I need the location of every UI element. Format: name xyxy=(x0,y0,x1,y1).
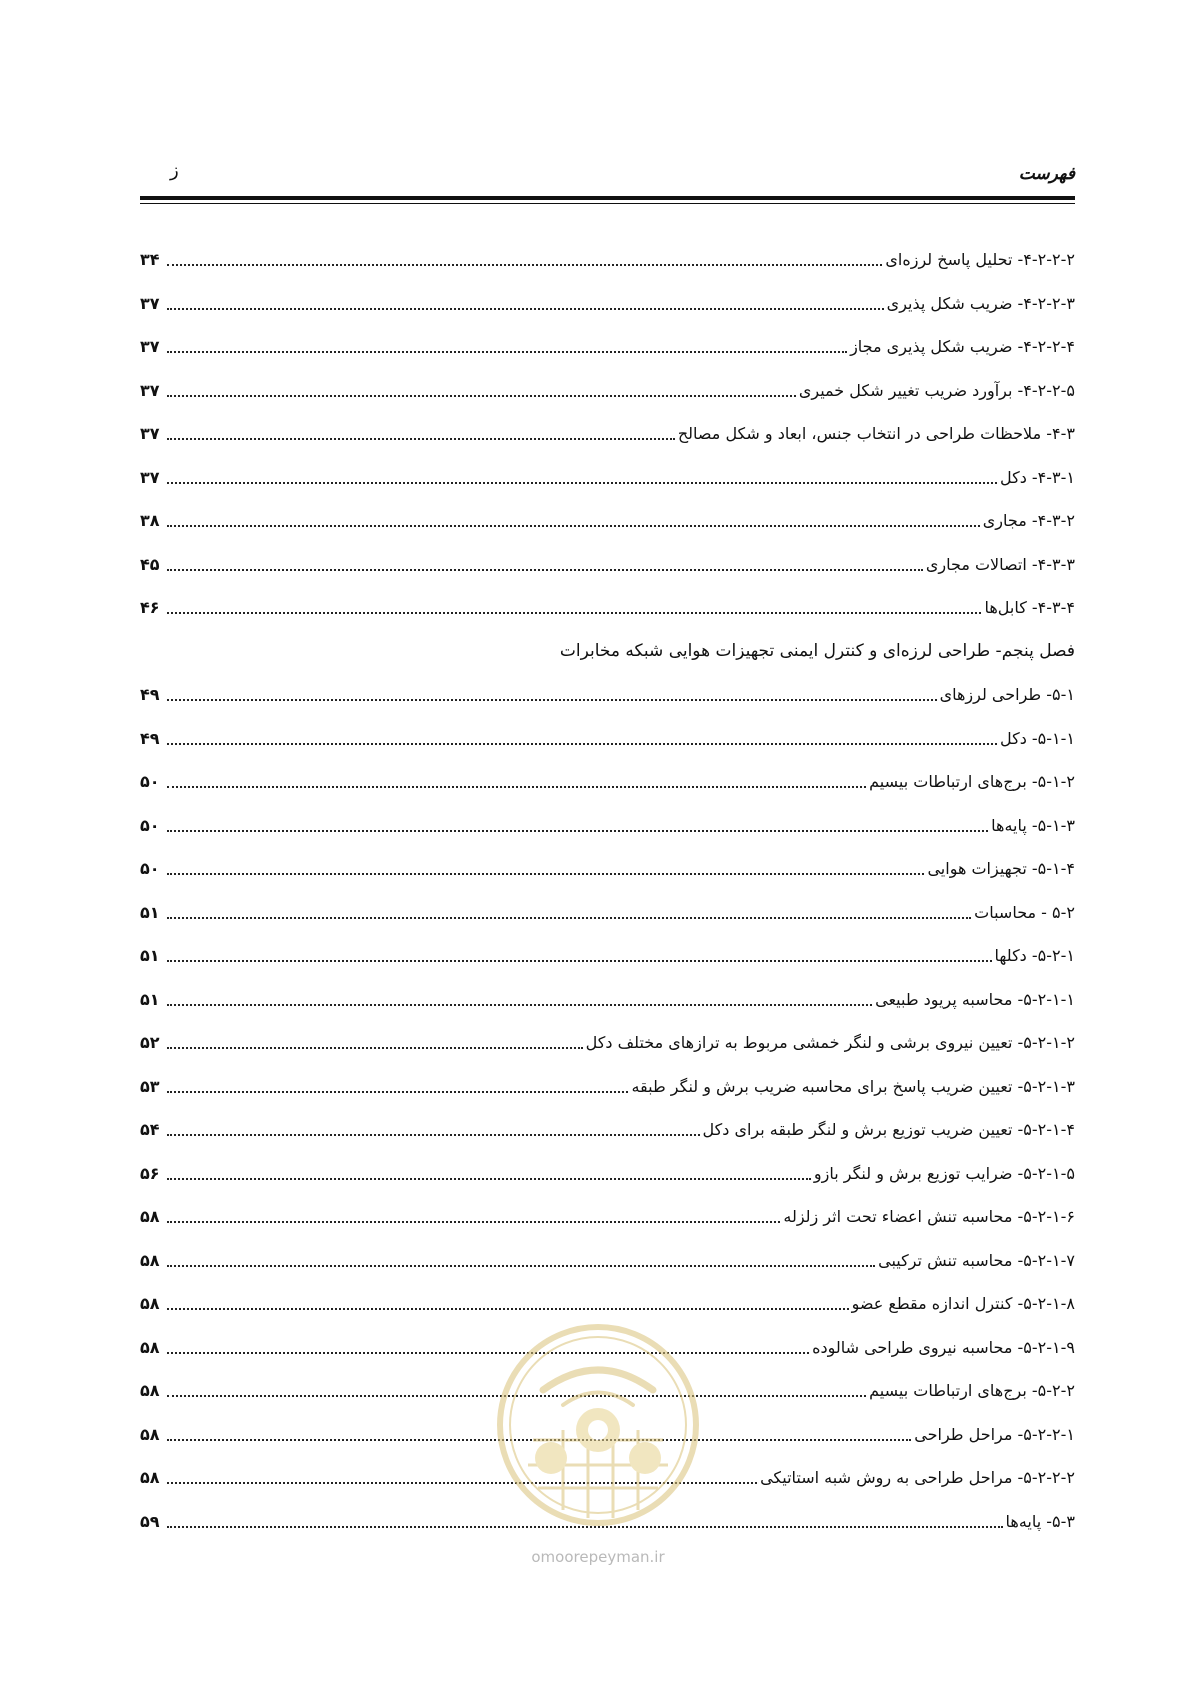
toc-entry-label: ۵-۲-۱-۳- تعیین ضریب پاسخ برای محاسبه ضریب برش و لنگر طبقه xyxy=(631,1076,1075,1096)
toc-entry-page: ۵۰ xyxy=(140,859,160,879)
toc-entry[interactable] xyxy=(140,717,1075,761)
dot-leader xyxy=(167,307,884,310)
toc-entry-label: ۵-۲-۱-۵- ضرایب توزیع برش و لنگر بازو xyxy=(813,1163,1075,1183)
toc-entry-label: ۵-۱- طراحی لرزهای xyxy=(939,685,1075,705)
toc-entry-label: ۵-۱-۳- پایه‌ها xyxy=(991,815,1075,835)
toc-entry-label: ۴-۳-۴- کابل‌ها xyxy=(984,598,1075,618)
page-number: ز xyxy=(170,160,179,181)
page-title: فهرست xyxy=(1018,164,1075,184)
toc-entry-page: ۳۷ xyxy=(140,467,160,487)
toc-entry-label: ۵-۲ - محاسبات xyxy=(974,902,1075,922)
toc-entry-page: ۵۸ xyxy=(140,1207,160,1227)
toc-entry[interactable] xyxy=(140,586,1075,630)
toc-entry-page: ۵۸ xyxy=(140,1337,160,1357)
dot-leader xyxy=(167,524,980,527)
toc-entry[interactable] xyxy=(140,891,1075,935)
chapter-heading-label: فصل پنجم- طراحی لرزه‌ای و کنترل ایمنی تجهیزات هوایی شبکه مخابرات xyxy=(559,641,1075,662)
toc-entry-label: ۵-۲-۲-۱- مراحل طراحی xyxy=(914,1424,1075,1444)
toc-entry-page: ۵۸ xyxy=(140,1250,160,1270)
dot-leader xyxy=(167,742,997,745)
toc-entry-label: ۴-۲-۲-۳- ضریب شکل پذیری xyxy=(886,293,1075,313)
toc-entry-label: ۴-۳-۱- دکل xyxy=(999,467,1075,487)
toc-entry[interactable] xyxy=(140,847,1075,891)
toc-entry-page: ۵۰ xyxy=(140,772,160,792)
toc-entry-label: ۴-۳-۳- اتصالات مجاری xyxy=(925,554,1075,574)
dot-leader xyxy=(167,872,924,875)
dot-leader xyxy=(167,1351,809,1354)
toc-entry-label: ۵-۲-۱-۸- کنترل اندازه مقطع عضو xyxy=(851,1294,1075,1314)
toc-entry-page: ۵۶ xyxy=(140,1163,160,1183)
toc-entry[interactable] xyxy=(140,325,1075,369)
dot-leader xyxy=(167,1090,628,1093)
toc-entry-label: ۵-۱-۱- دکل xyxy=(999,728,1075,748)
toc-entry-page: ۵۰ xyxy=(140,815,160,835)
toc-entry-label: ۵-۲-۱-۶- محاسبه تنش اعضاء تحت اثر زلزله xyxy=(783,1207,1075,1227)
toc-entry-label: ۵-۳- پایه‌ها xyxy=(1005,1511,1075,1531)
dot-leader xyxy=(167,350,847,353)
dot-leader xyxy=(167,481,997,484)
toc-entry[interactable] xyxy=(140,412,1075,456)
toc-entry[interactable] xyxy=(140,1152,1075,1196)
toc-entry[interactable] xyxy=(140,760,1075,804)
toc-entry-page: ۳۷ xyxy=(140,293,160,313)
dot-leader xyxy=(167,959,992,962)
toc-entry[interactable] xyxy=(140,1195,1075,1239)
header-rule-thick xyxy=(140,196,1075,200)
dot-leader xyxy=(167,394,796,397)
toc-entry[interactable] xyxy=(140,1065,1075,1109)
dot-leader xyxy=(167,437,675,440)
toc-entry-page: ۴۵ xyxy=(140,554,160,574)
toc-entry-label: ۵-۲-۱-۹- محاسبه نیروی طراحی شالوده xyxy=(812,1337,1075,1357)
toc-entry-label: ۵-۱-۲- برج‌های ارتباطات بیسیم xyxy=(869,772,1075,792)
dot-leader xyxy=(167,1307,849,1310)
toc-entry-page: ۵۸ xyxy=(140,1294,160,1314)
dot-leader xyxy=(167,916,971,919)
dot-leader xyxy=(167,785,866,788)
toc-entry-label: ۵-۲-۱-۴- تعیین ضریب توزیع برش و لنگر طبقه برای دکل xyxy=(702,1120,1075,1140)
toc-entry-page: ۵۸ xyxy=(140,1381,160,1401)
dot-leader xyxy=(167,1264,875,1267)
toc-entry-page: ۴۶ xyxy=(140,598,160,618)
toc-entry[interactable] xyxy=(140,456,1075,500)
toc-entry-page: ۳۷ xyxy=(140,380,160,400)
toc-entry-label: ۵-۲-۱-۲- تعیین نیروی برشی و لنگر خمشی مربوط به ترازهای مختلف دکل xyxy=(585,1033,1075,1053)
toc-entry[interactable] xyxy=(140,1239,1075,1283)
toc-entry[interactable] xyxy=(140,499,1075,543)
dot-leader xyxy=(167,1003,872,1006)
toc-entry[interactable] xyxy=(140,934,1075,978)
toc-entry-page: ۵۱ xyxy=(140,989,160,1009)
toc-entry-label: ۵-۲-۱-۷- محاسبه تنش ترکیبی xyxy=(878,1250,1075,1270)
toc-entry-label: ۴-۲-۲-۲- تحلیل پاسخ لرزه‌ای xyxy=(885,250,1075,270)
dot-leader xyxy=(167,1133,700,1136)
toc-entry-label: ۵-۱-۴- تجهیزات هوایی xyxy=(927,859,1075,879)
dot-leader xyxy=(167,611,981,614)
toc-entry-page: ۴۹ xyxy=(140,685,160,705)
toc-entry-page: ۵۹ xyxy=(140,1511,160,1531)
toc-entry[interactable] xyxy=(140,1282,1075,1326)
watermark-logo-icon xyxy=(493,1320,703,1530)
toc-entry-page: ۵۸ xyxy=(140,1424,160,1444)
toc-entry-label: ۵-۲-۲-۲- مراحل طراحی به روش شبه استاتیکی xyxy=(760,1468,1075,1488)
toc-entry-label: ۴-۳- ملاحظات طراحی در انتخاب جنس، ابعاد و شکل مصالح xyxy=(677,424,1075,444)
toc-entry-page: ۵۱ xyxy=(140,902,160,922)
toc-entry[interactable] xyxy=(140,1108,1075,1152)
toc-entry-page: ۵۲ xyxy=(140,1033,160,1053)
toc-entry[interactable] xyxy=(140,1021,1075,1065)
toc-entry-page: ۴۹ xyxy=(140,728,160,748)
toc-entry[interactable] xyxy=(140,673,1075,717)
toc-entry-page: ۵۱ xyxy=(140,946,160,966)
dot-leader xyxy=(167,568,923,571)
dot-leader xyxy=(167,1046,583,1049)
toc-entry-page: ۳۸ xyxy=(140,511,160,531)
toc-entry-label: ۴-۲-۲-۴- ضریب شکل پذیری مجاز xyxy=(850,337,1075,357)
toc-entry-page: ۳۷ xyxy=(140,424,160,444)
toc-entry[interactable] xyxy=(140,543,1075,587)
dot-leader xyxy=(167,1177,811,1180)
toc-entry[interactable] xyxy=(140,282,1075,326)
toc-entry-page: ۵۴ xyxy=(140,1120,160,1140)
toc-entry-page: ۵۸ xyxy=(140,1468,160,1488)
dot-leader xyxy=(167,698,937,701)
dot-leader xyxy=(167,829,988,832)
toc-entry-label: ۴-۳-۲- مجاری xyxy=(982,511,1075,531)
toc-entry-label: ۵-۲-۱-۱- محاسبه پریود طبیعی xyxy=(875,989,1075,1009)
dot-leader xyxy=(167,1220,780,1223)
toc-entry-page: ۳۴ xyxy=(140,250,160,270)
toc-entry-page: ۳۷ xyxy=(140,337,160,357)
dot-leader xyxy=(167,263,882,266)
toc-chapter-heading[interactable] xyxy=(140,630,1075,674)
toc-entry-label: ۵-۲-۲- برج‌های ارتباطات بیسیم xyxy=(869,1381,1075,1401)
toc-entry-label: ۴-۲-۲-۵- برآورد ضریب تغییر شکل خمیری xyxy=(798,380,1075,400)
header-rule-thin xyxy=(140,203,1075,204)
toc-entry[interactable] xyxy=(140,978,1075,1022)
toc-entry[interactable] xyxy=(140,804,1075,848)
toc-entry-page: ۵۳ xyxy=(140,1076,160,1096)
toc-entry[interactable] xyxy=(140,238,1075,282)
toc-entry[interactable] xyxy=(140,369,1075,413)
page-header xyxy=(140,150,1075,200)
toc-entry-label: ۵-۲-۱- دکلها xyxy=(994,946,1075,966)
watermark-url: omoorepeyman.ir xyxy=(531,1548,665,1566)
